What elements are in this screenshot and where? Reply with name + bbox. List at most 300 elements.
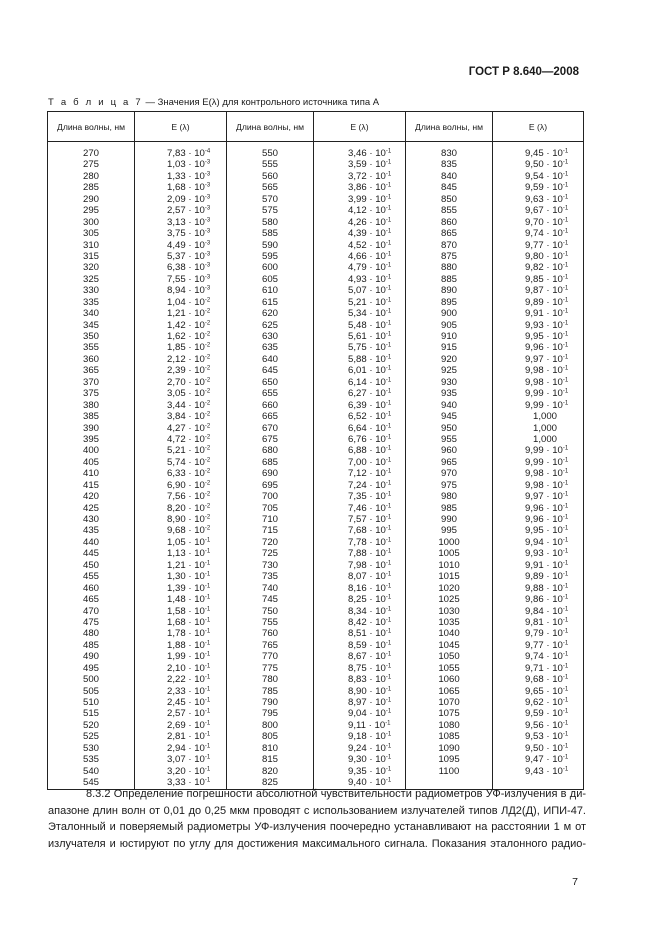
value-mantissa: 9,98	[525, 479, 544, 491]
value-multiplier: · 10	[546, 536, 563, 548]
value-cell	[135, 743, 226, 754]
value-cell	[135, 342, 226, 353]
value-cell	[493, 480, 583, 491]
value-exponent: -1	[562, 308, 569, 315]
value-exponent: -1	[562, 514, 569, 521]
value-cell	[493, 583, 583, 594]
value-multiplier: · 10	[188, 697, 205, 708]
value-cell	[493, 240, 583, 251]
wavelength-cell: 990	[440, 514, 457, 525]
value-cell	[314, 491, 405, 502]
value-multiplier: · 10	[188, 594, 205, 606]
wavelength-cell: 500	[82, 674, 99, 686]
header-wavelength-2: Длина волны, нм	[227, 112, 314, 142]
value-mantissa: 9,40	[348, 777, 367, 789]
value-exponent: -1	[385, 411, 392, 418]
value-exponent: -1	[204, 537, 211, 544]
value-multiplier: · 10	[546, 754, 563, 766]
value-exponent: -1	[562, 594, 569, 601]
wavelength-cell: 915	[440, 342, 457, 354]
value-exponent: -3	[204, 182, 211, 189]
value-cell	[135, 354, 226, 365]
wavelength-cell: 295	[82, 205, 99, 217]
value-mantissa: 9,24	[348, 742, 367, 754]
wavelength-cell: 470	[82, 605, 99, 617]
value-multiplier: · 10	[369, 685, 386, 697]
value-cell	[314, 251, 405, 262]
wavelength-cell: 1100	[438, 765, 460, 777]
value-mantissa: 8,67	[348, 651, 367, 663]
value-exponent: -1	[385, 708, 392, 715]
value-multiplier: · 10	[546, 582, 563, 594]
value-cell	[135, 365, 226, 376]
value-exponent: -1	[385, 365, 392, 372]
value-mantissa: 6,52	[348, 411, 367, 423]
value-exponent: -1	[385, 251, 392, 258]
value-cell	[135, 491, 226, 502]
wavelength-cell: 440	[82, 536, 99, 548]
wavelength-cell: 615	[261, 296, 278, 308]
wavelength-cell: 955	[440, 433, 457, 445]
value-cell	[493, 411, 583, 422]
value-cell	[314, 285, 405, 296]
wavelength-cell: 770	[261, 651, 278, 663]
wavelength-cell: 1035	[438, 616, 460, 628]
value-cell	[493, 251, 583, 262]
value-multiplier: · 10	[369, 697, 386, 708]
wavelength-cell: 1055	[438, 662, 460, 674]
wavelength-cell: 1025	[438, 594, 460, 606]
value-multiplier: · 10	[369, 296, 386, 308]
value-multiplier: · 10	[188, 205, 205, 217]
value-cell	[314, 274, 405, 285]
value-multiplier: · 10	[546, 742, 563, 754]
value-multiplier: · 10	[546, 731, 563, 743]
paragraph-line: 8.3.2 Определение погрешности абсолютной чувствительности радиометров УФ-излучения в ди-	[86, 788, 586, 800]
wavelength-cell: 740	[261, 582, 278, 594]
value-multiplier: · 10	[369, 708, 386, 720]
value-mantissa: 1,21	[167, 559, 186, 571]
wavelength-cell: 840	[440, 170, 457, 182]
value-multiplier: · 10	[546, 445, 563, 457]
wavelength-cell: 865	[440, 228, 457, 240]
value-cell	[314, 720, 405, 731]
value-exponent: -1	[562, 468, 569, 475]
value-multiplier: · 10	[188, 628, 205, 640]
value-multiplier: · 10	[369, 731, 386, 743]
value-mantissa: 9,74	[525, 651, 544, 663]
value-multiplier: · 10	[369, 411, 386, 423]
wavelength-cell: 850	[440, 193, 457, 205]
value-multiplier: · 10	[188, 514, 205, 525]
value-mantissa: 4,49	[167, 239, 186, 251]
wavelength-cell: 1045	[438, 639, 460, 651]
wavelength-cell: 810	[261, 742, 278, 754]
paragraph-line: Эталонный и поверяемый радиометры УФ-излучения поочередно устанавливают на расстоянии 1 м от	[48, 821, 586, 833]
value-exponent: -1	[204, 686, 211, 693]
value-exponent: -1	[562, 731, 569, 738]
value-multiplier: · 10	[546, 674, 563, 686]
value-cell	[493, 503, 583, 514]
wavelength-cell: 845	[440, 182, 457, 194]
value-exponent: -1	[562, 388, 569, 395]
value-exponent: -1	[385, 720, 391, 727]
value-mantissa: 9,81	[525, 616, 544, 628]
value-multiplier: · 10	[369, 228, 386, 240]
value-cell	[493, 297, 583, 308]
value-multiplier: · 10	[188, 285, 205, 297]
value-multiplier: · 10	[546, 239, 563, 251]
value-exponent: -2	[204, 308, 211, 315]
value-cell	[135, 525, 226, 536]
value-cell	[135, 560, 226, 571]
value-cell	[314, 365, 405, 376]
value-exponent: -1	[385, 285, 392, 292]
value-cell	[314, 228, 405, 239]
value-cell	[314, 503, 405, 514]
wavelength-cell: 1060	[438, 674, 460, 686]
value-mantissa: 4,66	[348, 250, 367, 262]
value-exponent: -1	[385, 617, 392, 624]
wavelength-cell: 365	[82, 365, 99, 377]
value-exponent: -3	[204, 205, 211, 212]
value-cell	[135, 686, 226, 697]
value-mantissa: 4,72	[167, 433, 186, 445]
value-mantissa: 3,86	[348, 182, 367, 194]
value-exponent: -1	[385, 468, 392, 475]
value-exponent: -1	[385, 159, 392, 166]
value-cell	[135, 423, 226, 434]
value-mantissa: 4,26	[348, 216, 367, 228]
value-multiplier: · 10	[546, 308, 563, 320]
header-wavelength-3: Длина волны, нм	[406, 112, 493, 142]
value-cell	[135, 388, 226, 399]
wavelength-cell: 390	[82, 422, 99, 434]
value-mantissa: 9,94	[525, 536, 544, 548]
value-exponent: -2	[204, 411, 211, 418]
value-multiplier: · 10	[546, 399, 563, 411]
value-multiplier: · 10	[369, 514, 386, 525]
value-cell	[135, 766, 226, 777]
wavelength-cell: 825	[261, 777, 278, 789]
value-cell	[493, 388, 583, 399]
value-mantissa: 9,68	[167, 525, 186, 537]
value-cell	[135, 297, 226, 308]
value-exponent: -2	[204, 445, 211, 452]
value-multiplier: · 10	[546, 605, 563, 617]
value-exponent: -1	[204, 606, 211, 612]
value-cell	[493, 285, 583, 296]
value-mantissa: 1,48	[167, 594, 186, 606]
value-exponent: -1	[562, 697, 569, 704]
value-multiplier: · 10	[188, 651, 205, 663]
value-mantissa: 4,27	[167, 422, 186, 434]
value-exponent: -2	[204, 320, 211, 327]
value-mantissa: 1,30	[167, 571, 186, 583]
value-cell	[135, 720, 226, 731]
value-mantissa: 5,21	[348, 296, 367, 308]
value-multiplier: · 10	[546, 628, 563, 640]
value-multiplier: · 10	[546, 216, 563, 228]
value-exponent: -1	[562, 331, 569, 338]
wavelength-cell: 880	[440, 262, 457, 274]
value-cell	[135, 217, 226, 228]
value-multiplier: · 10	[188, 639, 205, 651]
value-cell	[135, 617, 226, 628]
value-mantissa: 9,86	[525, 594, 544, 606]
value-multiplier: · 10	[188, 148, 205, 159]
value-mantissa: 6,01	[348, 365, 367, 377]
value-multiplier: · 10	[546, 697, 563, 708]
value-mantissa: 9,56	[525, 719, 544, 731]
value-exponent: -1	[562, 148, 569, 155]
wavelength-cell: 475	[82, 616, 99, 628]
value-cell	[135, 194, 226, 205]
value-exponent: -2	[204, 388, 211, 395]
value-cell	[135, 480, 226, 491]
wavelength-cell: 835	[440, 159, 457, 171]
value-exponent: -2	[204, 354, 211, 361]
value-exponent: -1	[385, 640, 392, 647]
value-mantissa: 3,33	[167, 777, 186, 789]
value-exponent: -1	[204, 583, 211, 590]
wavelength-cell: 1000	[438, 536, 460, 548]
value-exponent: -1	[562, 400, 569, 407]
value-mantissa: 1,78	[167, 628, 186, 640]
value-cell	[314, 445, 405, 456]
value-multiplier: · 10	[188, 445, 205, 457]
value-mantissa: 9,99	[525, 445, 544, 457]
value-multiplier: · 10	[369, 273, 386, 285]
value-mantissa: 1,21	[167, 308, 186, 320]
wavelength-cell: 920	[440, 353, 457, 365]
column-wavelength-2	[227, 142, 314, 790]
wavelength-cell: 1070	[438, 697, 460, 708]
value-multiplier: · 10	[546, 479, 563, 491]
value-mantissa: 9,04	[348, 708, 367, 720]
value-cell	[135, 674, 226, 685]
value-cell	[135, 171, 226, 182]
value-mantissa: 9,93	[525, 548, 544, 560]
value-cell	[135, 377, 226, 388]
value-multiplier: · 10	[188, 582, 205, 594]
value-multiplier: · 10	[188, 411, 205, 423]
value-exponent: -1	[385, 503, 392, 510]
value-exponent: -1	[385, 388, 392, 395]
value-cell	[493, 594, 583, 605]
value-mantissa: 1,000	[533, 422, 558, 434]
value-multiplier: · 10	[369, 239, 386, 251]
value-multiplier: · 10	[369, 205, 386, 217]
value-multiplier: · 10	[188, 731, 205, 743]
value-cell	[493, 720, 583, 731]
value-multiplier: · 10	[369, 422, 386, 434]
wavelength-cell: 805	[261, 731, 278, 743]
value-mantissa: 5,88	[348, 353, 367, 365]
value-multiplier: · 10	[546, 273, 563, 285]
value-multiplier: · 10	[369, 159, 386, 171]
value-cell	[314, 159, 405, 170]
value-multiplier: · 10	[369, 491, 386, 503]
value-exponent: -3	[204, 159, 211, 166]
value-exponent: -1	[562, 354, 569, 361]
value-cell	[135, 697, 226, 708]
value-mantissa: 9,96	[525, 342, 544, 354]
value-cell	[135, 148, 226, 159]
value-multiplier: · 10	[369, 754, 386, 766]
wavelength-cell: 630	[261, 331, 278, 342]
value-multiplier: · 10	[188, 342, 205, 354]
value-exponent: -3	[204, 194, 211, 201]
wavelength-cell: 885	[440, 273, 457, 285]
wavelength-cell: 1050	[438, 651, 460, 663]
value-mantissa: 1,39	[167, 582, 186, 594]
value-mantissa: 2,33	[167, 685, 186, 697]
value-multiplier: · 10	[188, 708, 205, 720]
value-cell	[493, 548, 583, 559]
value-cell	[314, 400, 405, 411]
value-cell	[493, 743, 583, 754]
value-exponent: -1	[562, 217, 569, 224]
value-mantissa: 8,16	[348, 582, 367, 594]
value-multiplier: · 10	[188, 319, 205, 331]
wavelength-cell: 760	[261, 628, 278, 640]
value-multiplier: · 10	[546, 525, 563, 537]
wavelength-cell: 360	[82, 353, 99, 365]
value-cell	[314, 583, 405, 594]
wavelength-cell: 1040	[438, 628, 460, 640]
wavelength-cell: 680	[261, 445, 278, 457]
value-mantissa: 7,68	[348, 525, 367, 537]
wavelength-cell: 965	[440, 456, 457, 468]
column-wavelength-1	[48, 142, 135, 790]
value-exponent: -1	[562, 377, 569, 384]
value-exponent: -1	[385, 148, 392, 155]
value-multiplier: · 10	[369, 628, 386, 640]
value-cell	[135, 182, 226, 193]
wavelength-cell: 1010	[438, 559, 460, 571]
value-multiplier: · 10	[546, 331, 563, 342]
value-multiplier: · 10	[546, 376, 563, 388]
value-mantissa: 5,21	[167, 445, 186, 457]
value-cell	[493, 491, 583, 502]
value-multiplier: · 10	[369, 616, 386, 628]
wavelength-cell: 995	[440, 525, 457, 537]
value-exponent: -1	[385, 320, 392, 327]
value-mantissa: 1,000	[533, 433, 558, 445]
value-cell	[314, 686, 405, 697]
value-cell	[135, 606, 226, 617]
wavelength-cell: 870	[440, 239, 457, 251]
value-exponent: -1	[562, 525, 569, 532]
value-exponent: -1	[385, 342, 392, 349]
value-cell	[135, 411, 226, 422]
wavelength-cell: 895	[440, 296, 457, 308]
wavelength-cell: 945	[440, 411, 457, 423]
value-mantissa: 7,24	[348, 479, 367, 491]
value-exponent: -1	[385, 514, 392, 521]
column-wavelength-3	[406, 142, 493, 790]
value-multiplier: · 10	[546, 685, 563, 697]
value-exponent: -1	[385, 217, 392, 224]
value-exponent: -2	[204, 525, 211, 532]
wavelength-cell: 450	[82, 559, 99, 571]
wavelength-cell: 270	[82, 148, 99, 159]
value-mantissa: 9,87	[525, 285, 544, 297]
value-exponent: -1	[562, 640, 569, 647]
wavelength-cell: 795	[261, 708, 278, 720]
wavelength-cell: 350	[82, 331, 99, 342]
value-exponent: -3	[204, 262, 211, 269]
value-mantissa: 9,68	[525, 674, 544, 686]
value-mantissa: 9,65	[525, 685, 544, 697]
value-cell	[314, 525, 405, 536]
value-exponent: -1	[385, 674, 392, 681]
value-multiplier: · 10	[546, 456, 563, 468]
value-cell	[493, 148, 583, 159]
value-multiplier: · 10	[188, 571, 205, 583]
value-mantissa: 8,07	[348, 571, 367, 583]
value-exponent: -1	[385, 434, 392, 441]
value-exponent: -1	[562, 651, 569, 658]
wavelength-cell: 280	[82, 170, 99, 182]
value-exponent: -1	[385, 457, 392, 464]
value-cell	[493, 457, 583, 468]
value-mantissa: 8,51	[348, 628, 367, 640]
value-multiplier: · 10	[369, 250, 386, 262]
wavelength-cell: 860	[440, 216, 457, 228]
value-cell	[314, 377, 405, 388]
value-multiplier: · 10	[369, 365, 386, 377]
value-exponent: -1	[562, 606, 569, 612]
value-multiplier: · 10	[369, 148, 386, 159]
value-mantissa: 9,95	[525, 331, 544, 342]
value-mantissa: 9,18	[348, 731, 367, 743]
value-mantissa: 9,99	[525, 456, 544, 468]
value-cell	[314, 731, 405, 742]
value-cell	[493, 194, 583, 205]
value-exponent: -1	[204, 594, 211, 601]
wavelength-cell: 385	[82, 411, 99, 423]
value-cell	[314, 411, 405, 422]
value-mantissa: 9,99	[525, 388, 544, 400]
wavelength-cell: 925	[440, 365, 457, 377]
wavelength-cell: 425	[82, 502, 99, 514]
value-multiplier: · 10	[369, 353, 386, 365]
value-mantissa: 1,85	[167, 342, 186, 354]
value-cell	[314, 148, 405, 159]
value-mantissa: 1,000	[533, 411, 558, 423]
value-exponent: -1	[562, 194, 569, 201]
value-exponent: -2	[204, 468, 211, 475]
value-exponent: -3	[204, 274, 211, 281]
value-cell	[135, 457, 226, 468]
wavelength-cell: 430	[82, 514, 99, 525]
value-cell	[493, 159, 583, 170]
value-cell	[493, 274, 583, 285]
value-multiplier: · 10	[546, 205, 563, 217]
value-mantissa: 3,84	[167, 411, 186, 423]
value-mantissa: 3,07	[167, 754, 186, 766]
value-exponent: -1	[385, 377, 392, 384]
value-exponent: -1	[385, 777, 392, 784]
wavelength-cell: 645	[261, 365, 278, 377]
value-mantissa: 9,91	[525, 559, 544, 571]
value-mantissa: 6,88	[348, 445, 367, 457]
value-multiplier: · 10	[188, 685, 205, 697]
wavelength-cell: 670	[261, 422, 278, 434]
wavelength-cell: 335	[82, 296, 99, 308]
